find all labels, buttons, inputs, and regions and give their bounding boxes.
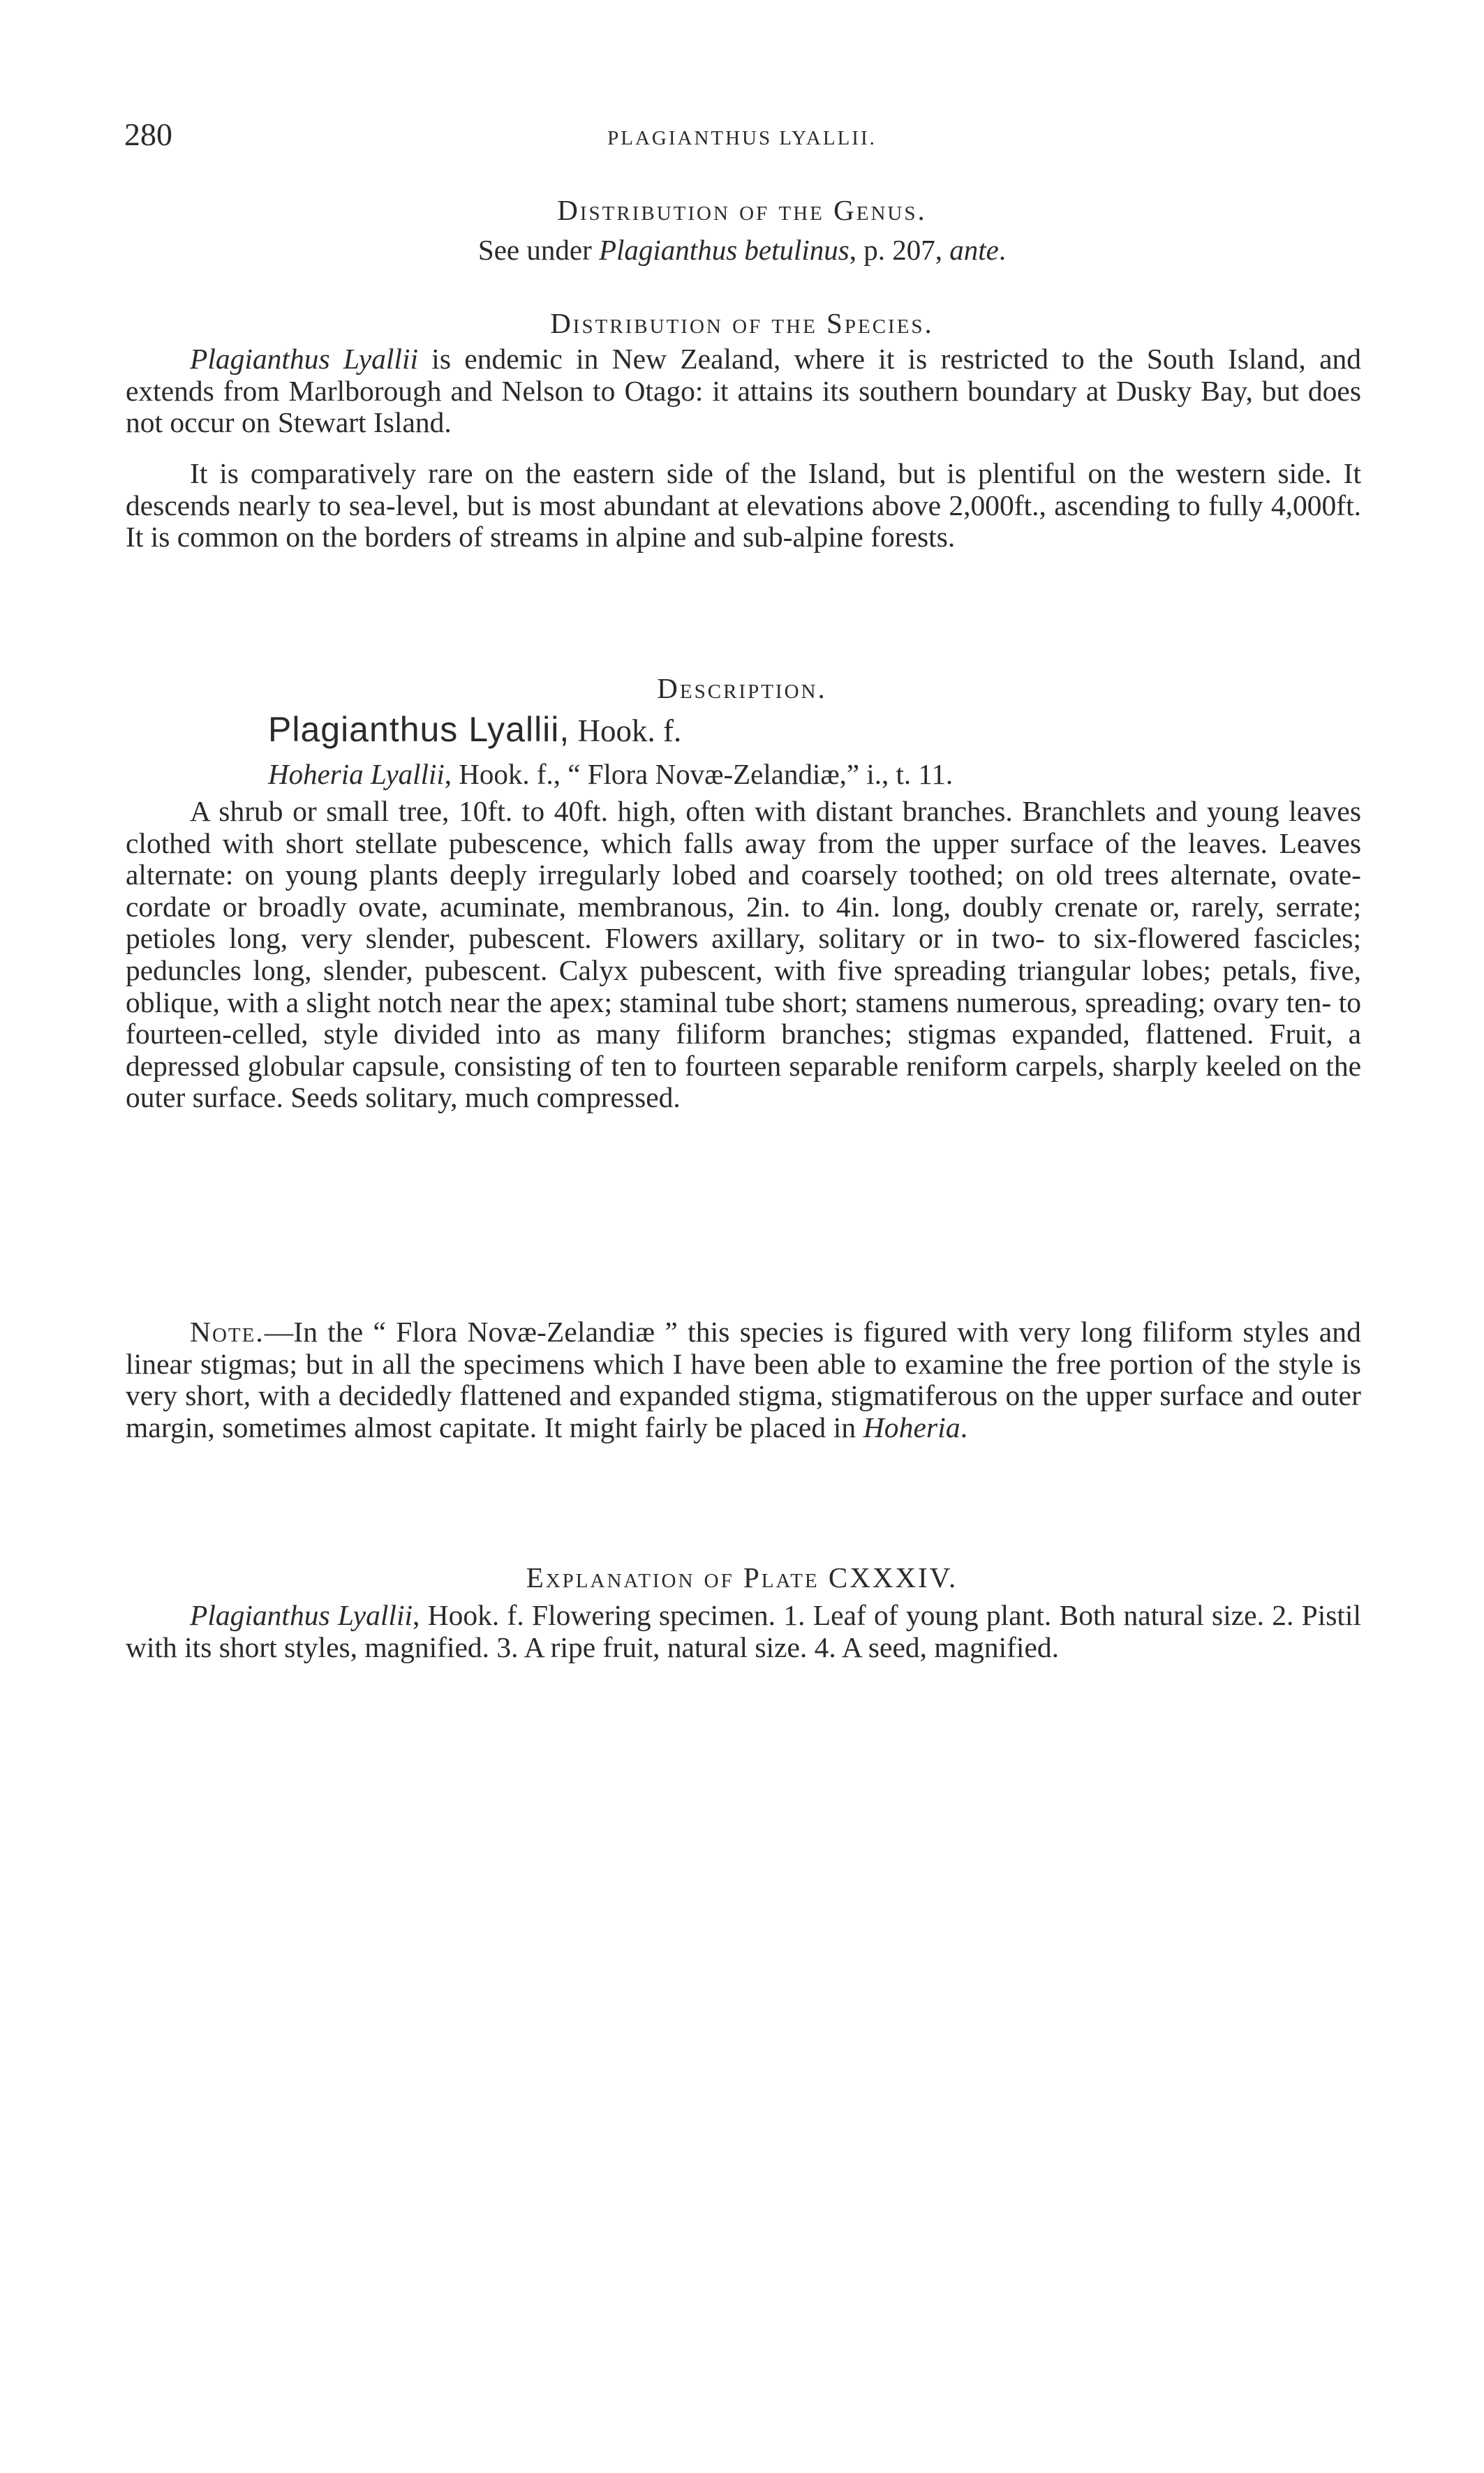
- page-number: 280: [124, 117, 172, 152]
- note-label: Note.: [190, 1316, 265, 1348]
- description-heading: Description.: [657, 672, 827, 704]
- synonym-line: [268, 760, 953, 789]
- synonym-citation: , Hook. f., “ Flora Novæ-Zelandiæ,” i., t. 11.: [444, 758, 954, 790]
- species-distribution-paragraph-2: It is comparatively rare on the eastern side of the Island, but is plentiful on the western side. It descends nearly to sea-level, but is most abundant at elevations above 2,000ft., ascending to fully 4,000ft. It is common on the borders of streams in alpine and sub-alpine forests.: [126, 457, 1361, 554]
- species-title-name: Plagianthus Lyallii,: [268, 710, 570, 749]
- note-text: —In the “ Flora Novæ-Zelandiæ ” this species is figured with very long filiform styles and linear stigmas; but in all the specimens which I have been able to examine the free portion of the style is very short, with a decidedly flattened and expanded stigma, stigmatiferous on the upper surface and outer margin, sometimes almost capitate. It might fairly be placed in: [126, 1316, 1361, 1443]
- plate-explanation-text: [126, 1600, 1361, 1663]
- species-name-italic: Plagianthus Lyallii: [190, 343, 419, 375]
- note-genus: Hoheria: [863, 1411, 960, 1443]
- plate-explanation-heading: Explanation of Plate CXXXIV.: [526, 1561, 958, 1594]
- species-distribution-text-1: is endemic in New Zealand, where it is restricted to the South Island, and extends from Marlborough and Nelson to Otago: it attains its southern boundary at Dusky Bay, but does not occur on Stewart Island.: [126, 343, 1361, 439]
- genus-ref-end: .: [998, 234, 1007, 266]
- note-end: .: [960, 1411, 968, 1443]
- plate-description: , Hook. f. Flowering specimen. 1. Leaf of young plant. Both natural size. 2. Pistil with its short styles, magnified. 3. A ripe fruit, natural size. 4. A seed, magnified.: [126, 1599, 1361, 1663]
- genus-ref-ante: ante: [949, 234, 999, 266]
- synonym-genus: Hoheria Lyallii: [268, 758, 445, 790]
- description-note: [126, 1316, 1361, 1443]
- species-title-authority: Hook. f.: [570, 713, 682, 748]
- genus-ref-prefix: See under: [477, 234, 599, 266]
- genus-ref-species: Plagianthus betulinus: [598, 234, 849, 266]
- species-distribution-heading: Distribution of the Species.: [550, 307, 934, 339]
- species-title: [268, 712, 681, 747]
- description-body: A shrub or small tree, 10ft. to 40ft. high, often with distant branches. Branchlets and young leaves clothed with short stellate pubescence, which falls away from the upper surface of the leaves. Leaves alternate: on young plants deeply irregularly lobed and coarsely toothed; on old trees alternate, ovate-cordate or broadly ovate, acuminate, membranous, 2in. to 4in. long, doubly crenate or, rarely, serrate; petioles long, very slender, pubescent. Flowers axillary, solitary or in two- to six-flowered fascicles; peduncles long, slender, pubescent. Calyx pubescent, with five spreading triangular lobes; petals, five, oblique, with a slight notch near the apex; staminal tube short; stamens numerous, spreading; ovary ten- to fourteen-celled, style divided into as many filiform branches; stigmas expanded, flattened. Fruit, a depressed globular capsule, consisting of ten to fourteen separable reniform carpels, sharply keeled on the outer surface. Seeds solitary, much compressed.: [126, 795, 1361, 1114]
- genus-reference: [0, 236, 1484, 265]
- running-title: PLAGIANTHUS LYALLII.: [607, 127, 877, 149]
- species-distribution-paragraph-1: [126, 343, 1361, 439]
- plate-species-name: Plagianthus Lyallii: [190, 1599, 413, 1631]
- genus-ref-mid: , p. 207,: [849, 234, 950, 266]
- genus-distribution-heading: Distribution of the Genus.: [557, 194, 927, 226]
